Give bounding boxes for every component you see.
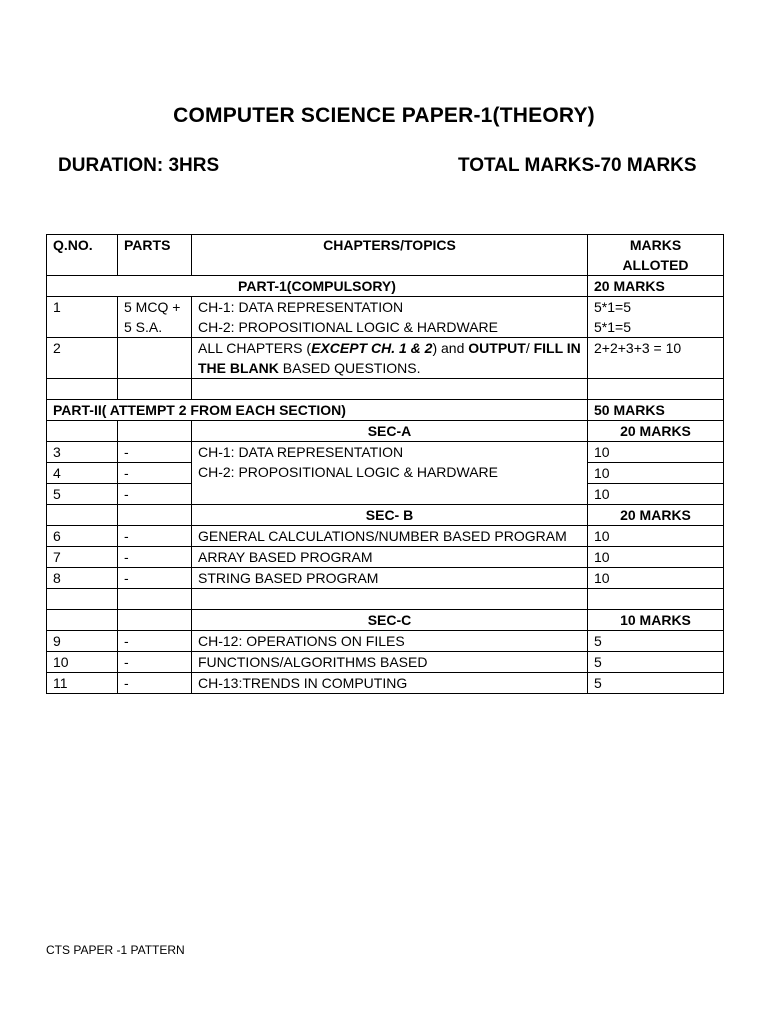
header-row [47, 235, 724, 276]
section-c-marks: 10 MARKS [588, 610, 724, 631]
qno-cell: 8 [47, 568, 118, 589]
topic-text: / [525, 340, 534, 356]
qno-cell: 6 [47, 526, 118, 547]
topic-cell: CH-12: OPERATIONS ON FILES [192, 631, 588, 652]
section-b-heading-row [47, 505, 724, 526]
marks-cell: 10 [588, 547, 724, 568]
table-row [47, 297, 724, 338]
marks-cell: 5 [588, 631, 724, 652]
marks-cell: 10 [588, 463, 724, 484]
blank-row [47, 379, 724, 400]
section-b-heading: SEC- B [192, 505, 588, 526]
marks-table [46, 234, 724, 694]
table-row [47, 338, 724, 379]
header-marks-line2: ALLOTED [622, 257, 689, 273]
table-row [47, 673, 724, 694]
parts-cell [118, 338, 192, 379]
header-qno: Q.NO. [47, 235, 118, 276]
marks-line: 5*1=5 [594, 299, 631, 315]
part1-heading: PART-1(COMPULSORY) [47, 276, 588, 297]
parts-cell: - [118, 673, 192, 694]
header-chapters: CHAPTERS/TOPICS [192, 235, 588, 276]
table-row [47, 631, 724, 652]
qno-cell: 9 [47, 631, 118, 652]
table-row [47, 526, 724, 547]
header-parts: PARTS [118, 235, 192, 276]
section-c-heading-row [47, 610, 724, 631]
topic-text: ) and [432, 340, 469, 356]
parts-cell: - [118, 652, 192, 673]
topic-cell: ARRAY BASED PROGRAM [192, 547, 588, 568]
topic-cell [192, 297, 588, 338]
part2-heading: PART-II( ATTEMPT 2 FROM EACH SECTION) [47, 400, 588, 421]
topic-text: BASED QUESTIONS. [278, 360, 421, 376]
table-row [47, 568, 724, 589]
qno-cell: 10 [47, 652, 118, 673]
marks-cell: 5 [588, 652, 724, 673]
marks-cell: 10 [588, 568, 724, 589]
parts-line: 5 MCQ + [124, 299, 181, 315]
parts-line: 5 S.A. [124, 319, 163, 335]
parts-cell: - [118, 631, 192, 652]
parts-cell: - [118, 442, 192, 463]
qno-cell: 11 [47, 673, 118, 694]
marks-cell: 5 [588, 673, 724, 694]
topic-text: ALL CHAPTERS ( [198, 340, 312, 356]
topic-bold: OUTPUT [468, 340, 526, 356]
qno-cell: 2 [47, 338, 118, 379]
blank-row [47, 589, 724, 610]
parts-cell [118, 297, 192, 338]
topic-cell: STRING BASED PROGRAM [192, 568, 588, 589]
topic-cell [192, 442, 588, 505]
marks-cell: 10 [588, 484, 724, 505]
marks-cell: 2+2+3+3 = 10 [588, 338, 724, 379]
part2-heading-row [47, 400, 724, 421]
qno-cell: 7 [47, 547, 118, 568]
table-row [47, 442, 724, 463]
qno-cell: 5 [47, 484, 118, 505]
table-row [47, 652, 724, 673]
topic-cell: GENERAL CALCULATIONS/NUMBER BASED PROGRAM [192, 526, 588, 547]
marks-cell: 10 [588, 526, 724, 547]
header-marks [588, 235, 724, 276]
parts-cell: - [118, 526, 192, 547]
parts-cell: - [118, 547, 192, 568]
marks-cell: 10 [588, 442, 724, 463]
section-a-heading: SEC-A [192, 421, 588, 442]
page-title: COMPUTER SCIENCE PAPER-1(THEORY) [173, 104, 595, 127]
topic-emphasis: EXCEPT CH. 1 & 2 [311, 340, 433, 356]
parts-cell: - [118, 484, 192, 505]
table-row [47, 547, 724, 568]
header-marks-line1: MARKS [629, 237, 682, 253]
topic-bold: FILL IN THE BLANK [198, 340, 581, 376]
topic-cell [192, 338, 588, 379]
page-footer: CTS PAPER -1 PATTERN [46, 943, 185, 957]
part2-marks: 50 MARKS [588, 400, 724, 421]
section-a-heading-row [47, 421, 724, 442]
duration-label: DURATION: 3HRS [58, 155, 220, 176]
section-c-heading: SEC-C [192, 610, 588, 631]
qno-cell: 4 [47, 463, 118, 484]
parts-cell: - [118, 463, 192, 484]
part1-marks: 20 MARKS [588, 276, 724, 297]
topic-line: CH-2: PROPOSITIONAL LOGIC & HARDWARE [198, 464, 499, 480]
marks-line: 5*1=5 [594, 319, 631, 335]
topic-line: CH-2: PROPOSITIONAL LOGIC & HARDWARE [198, 319, 499, 335]
qno-cell: 3 [47, 442, 118, 463]
topic-line: CH-1: DATA REPRESENTATION [198, 444, 404, 460]
part1-heading-row [47, 276, 724, 297]
parts-cell: - [118, 568, 192, 589]
topic-cell: FUNCTIONS/ALGORITHMS BASED [192, 652, 588, 673]
total-marks-label: TOTAL MARKS-70 MARKS [458, 155, 697, 176]
qno-cell: 1 [47, 297, 118, 338]
topic-line: CH-1: DATA REPRESENTATION [198, 299, 404, 315]
section-b-marks: 20 MARKS [588, 505, 724, 526]
section-a-marks: 20 MARKS [588, 421, 724, 442]
marks-cell [588, 297, 724, 338]
topic-cell: CH-13:TRENDS IN COMPUTING [192, 673, 588, 694]
